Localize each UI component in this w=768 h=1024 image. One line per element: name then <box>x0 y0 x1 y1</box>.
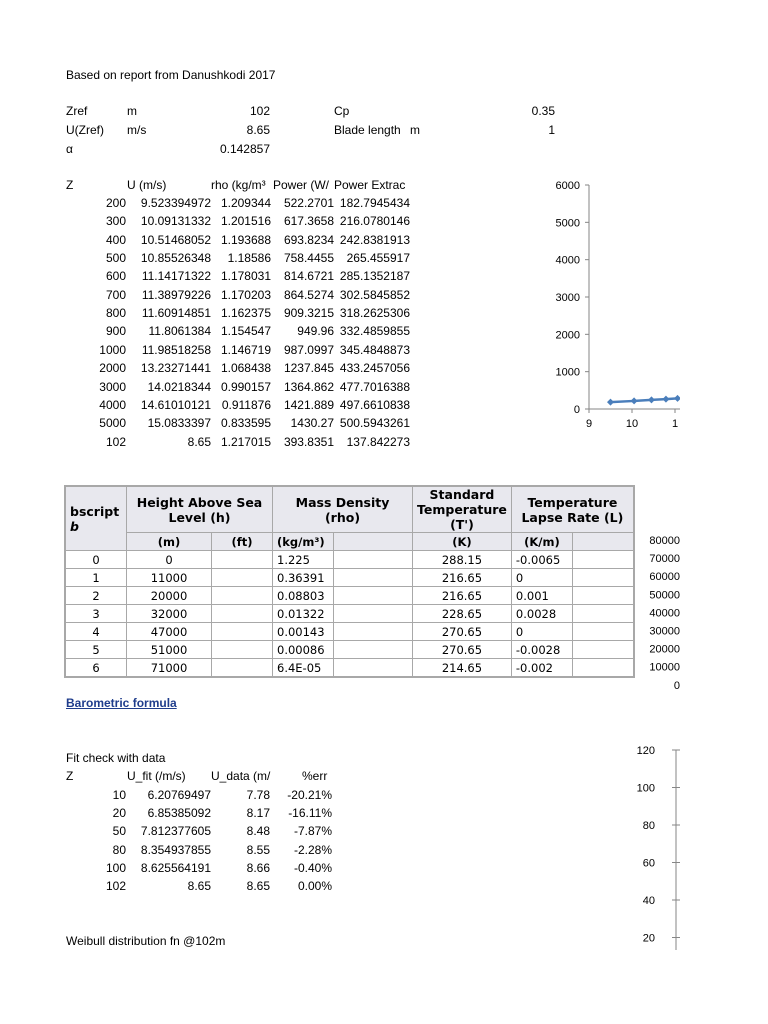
baro-cell: 0.00086 <box>273 641 334 659</box>
power-cell: 242.8381913 <box>339 232 410 247</box>
fit-cell: 6.20769497 <box>147 788 211 802</box>
baro-cell <box>334 641 413 659</box>
y-tick-label: 3000 <box>555 292 580 304</box>
baro-row <box>65 659 634 678</box>
baro-cell: 0.00143 <box>273 623 334 641</box>
unit-blank-2 <box>572 533 634 551</box>
baro-row <box>65 551 634 569</box>
baro-cell <box>572 641 634 659</box>
power-cell: 3000 <box>99 379 126 394</box>
baro-cell: 0.36391 <box>273 569 334 587</box>
param-value: 0.142857 <box>219 142 270 156</box>
power-cell: 14.0218344 <box>147 379 211 394</box>
power-cell: 1.18586 <box>227 251 271 266</box>
power-cell: 909.3215 <box>283 306 334 321</box>
baro-cell <box>212 587 273 605</box>
power-cell: 11.14171322 <box>141 269 211 284</box>
power-cell: 522.2701 <box>283 196 334 210</box>
y-tick-label: 80 <box>642 820 655 832</box>
baro-cell: 0.01322 <box>273 605 334 623</box>
power-cell: 0.833595 <box>220 416 271 431</box>
power-cell: 500.5943261 <box>339 416 410 431</box>
baro-cell: 5 <box>65 641 127 659</box>
report-title: Based on report from Danushkodi 2017 <box>66 68 276 82</box>
power-cell: 693.8234 <box>283 232 334 247</box>
param-value: 8.65 <box>246 123 270 137</box>
fit-cell: 8.17 <box>246 806 270 821</box>
fit-cell: 80 <box>112 842 126 857</box>
col-temperature-header: Standard Temperature (T') <box>413 486 512 533</box>
y-tick-label: 10000 <box>649 661 680 674</box>
baro-cell <box>334 569 413 587</box>
power-cell: 300 <box>105 214 126 229</box>
fit-cell: -0.40% <box>293 860 332 875</box>
baro-cell: 0.001 <box>511 587 572 605</box>
power-header: Z <box>66 178 74 192</box>
power-cell: 700 <box>105 287 126 302</box>
fit-cell: 50 <box>112 824 126 839</box>
fit-cell: 8.65 <box>187 879 211 893</box>
fit-header: %err <box>302 769 328 783</box>
fit-cell: -2.28% <box>293 842 332 857</box>
baro-cell <box>334 659 413 678</box>
power-cell: 497.6610838 <box>339 397 410 412</box>
baro-row <box>65 587 634 605</box>
baro-cell: 47000 <box>127 623 212 641</box>
power-cell: 1364.862 <box>283 379 334 394</box>
power-cell: 302.5845852 <box>339 287 410 302</box>
param-name: Zref <box>66 104 88 118</box>
power-cell: 265.455917 <box>346 251 410 266</box>
param-name-2: Blade length <box>334 123 401 137</box>
power-cell: 1237.845 <box>283 361 334 376</box>
col-density-header: Mass Density (rho) <box>273 486 413 533</box>
power-cell: 102 <box>105 434 126 449</box>
power-cell: 800 <box>105 306 126 321</box>
param-unit: m/s <box>127 123 147 137</box>
power-cell: 216.0780146 <box>339 214 410 229</box>
y-tick-label: 50000 <box>649 589 680 602</box>
y-tick-label: 80000 <box>649 535 680 547</box>
power-cell: 393.8351 <box>283 434 334 449</box>
baro-cell: 32000 <box>127 605 212 623</box>
power-cell: 10.51468052 <box>140 232 211 247</box>
fit-header: Z <box>66 769 74 783</box>
fit-heading: Fit check with data <box>66 751 166 765</box>
weibull-heading: Weibull distribution fn @102m <box>66 934 226 948</box>
power-cell: 500 <box>105 251 126 266</box>
baro-cell: -0.0028 <box>511 641 572 659</box>
baro-row <box>65 641 634 659</box>
baro-cell: 0.08803 <box>273 587 334 605</box>
density-chart-axis <box>640 530 680 695</box>
fit-cell: 10 <box>112 788 126 802</box>
y-tick-label: 0 <box>673 679 680 692</box>
fit-cell: 8.65 <box>246 879 270 893</box>
baro-cell <box>212 569 273 587</box>
baro-cell: -0.0065 <box>511 551 572 569</box>
unit-ft: (ft) <box>212 533 273 551</box>
power-cell: 318.2625306 <box>339 306 410 321</box>
col-lapse-rate-header: Temperature Lapse Rate (L) <box>511 486 634 533</box>
baro-cell <box>572 569 634 587</box>
power-cell: 1.162375 <box>220 306 271 321</box>
y-tick-label: 40000 <box>649 607 680 620</box>
y-tick-label: 60 <box>642 857 655 870</box>
baro-cell: 1 <box>65 569 127 587</box>
fit-cell: 8.66 <box>246 860 270 875</box>
power-cell: 5000 <box>99 416 126 431</box>
power-cell: 1.146719 <box>220 342 271 357</box>
fit-cell: -20.21% <box>287 788 332 802</box>
power-cell: 0.911876 <box>221 397 271 412</box>
param-value-2: 0.35 <box>531 104 555 118</box>
power-header: rho (kg/m³ <box>211 178 266 192</box>
x-tick-label: 9 <box>585 418 593 430</box>
baro-cell: 6 <box>65 659 127 678</box>
y-tick-label: 2000 <box>555 329 580 342</box>
baro-cell: 3 <box>65 605 127 623</box>
baro-cell <box>572 551 634 569</box>
param-unit: m <box>127 104 137 118</box>
power-cell: 15.0833397 <box>147 416 211 431</box>
data-point <box>648 396 655 403</box>
y-tick-label: 1000 <box>555 366 580 379</box>
power-cell: 11.38979226 <box>141 287 211 302</box>
baro-cell: 0 <box>127 551 212 569</box>
baro-cell <box>334 551 413 569</box>
unit-k: (K) <box>413 533 512 551</box>
power-cell: 182.7945434 <box>339 196 410 210</box>
power-cell: 900 <box>105 324 126 339</box>
fit-cell: 0.00% <box>297 879 332 893</box>
power-cell: 758.4455 <box>283 251 334 266</box>
data-point <box>607 399 614 406</box>
baro-cell <box>212 551 273 569</box>
baro-cell: 0 <box>511 623 572 641</box>
baro-cell: 228.65 <box>413 605 512 623</box>
unit-km: (K/m) <box>511 533 572 551</box>
power-cell: 137.842273 <box>346 434 410 449</box>
power-header: Power Extrac <box>334 178 406 192</box>
baro-cell: 0 <box>511 569 572 587</box>
baro-cell: 20000 <box>127 587 212 605</box>
baro-cell: -0.002 <box>511 659 572 678</box>
baro-cell: 4 <box>65 623 127 641</box>
power-cell: 814.6721 <box>283 269 334 284</box>
baro-cell: 6.4E-05 <box>273 659 334 678</box>
x-tick-label: 10 <box>625 418 639 430</box>
param-unit-2: m <box>410 123 420 137</box>
power-cell: 11.8061384 <box>148 324 211 339</box>
data-point <box>674 395 680 402</box>
y-tick-label: 20000 <box>649 643 680 656</box>
y-tick-label: 30000 <box>649 625 680 638</box>
power-chart <box>540 176 680 432</box>
baro-cell: 288.15 <box>413 551 512 569</box>
power-cell: 200 <box>105 196 126 210</box>
power-cell: 8.65 <box>187 434 211 449</box>
y-tick-label: 60000 <box>649 571 680 584</box>
power-cell: 285.1352187 <box>339 269 410 284</box>
baro-cell <box>572 659 634 678</box>
power-cell: 10.85526348 <box>140 251 211 266</box>
baro-cell <box>572 587 634 605</box>
power-cell: 14.61010121 <box>140 397 211 412</box>
fit-cell: 8.48 <box>246 824 270 839</box>
power-header: U (m/s) <box>127 178 167 192</box>
baro-cell: 2 <box>65 587 127 605</box>
fit-cell: 8.354937855 <box>140 842 211 857</box>
y-tick-label: 0 <box>573 404 580 416</box>
power-cell: 949.96 <box>297 324 334 339</box>
fit-cell: -7.87% <box>293 824 332 839</box>
power-cell: 600 <box>105 269 126 284</box>
power-cell: 13.23271441 <box>140 361 211 376</box>
power-header: Power (W/ <box>273 178 330 192</box>
power-cell: 2000 <box>99 361 126 376</box>
baro-cell: 216.65 <box>413 569 512 587</box>
fit-cell: 20 <box>112 806 126 821</box>
fit-cell: 100 <box>105 860 126 875</box>
power-cell: 1.170203 <box>220 287 271 302</box>
fit-cell: 8.625564191 <box>140 860 211 875</box>
baro-cell <box>334 587 413 605</box>
fit-cell: 6.85385092 <box>147 806 211 821</box>
baro-cell <box>212 605 273 623</box>
fit-cell: -16.11% <box>288 806 332 821</box>
fit-header: U_fit (/m/s) <box>127 769 186 783</box>
baro-cell: 216.65 <box>413 587 512 605</box>
power-cell: 4000 <box>99 397 126 412</box>
param-value-2: 1 <box>548 123 555 137</box>
power-cell: 1430.27 <box>290 416 334 431</box>
baro-cell: 0.0028 <box>511 605 572 623</box>
power-cell: 1.154547 <box>220 324 271 339</box>
baro-cell <box>334 623 413 641</box>
power-cell: 1421.889 <box>283 397 334 412</box>
unit-m: (m) <box>127 533 212 551</box>
fit-header: U_data (m/ <box>211 769 271 783</box>
data-point <box>662 396 669 403</box>
param-name: α <box>66 142 73 156</box>
param-name: U(Zref) <box>66 123 104 137</box>
barometric-table <box>64 485 635 678</box>
power-cell: 11.60914851 <box>141 306 211 321</box>
y-tick-label: 5000 <box>555 217 580 230</box>
y-tick-label: 4000 <box>555 254 580 267</box>
fit-cell: 8.55 <box>246 842 270 857</box>
baro-cell <box>572 623 634 641</box>
fit-cell: 7.78 <box>246 788 270 802</box>
fit-cell: 102 <box>105 879 126 893</box>
baro-row <box>65 569 634 587</box>
y-tick-label: 100 <box>636 782 655 795</box>
baro-cell: 11000 <box>127 569 212 587</box>
col-height-header: Height Above Sea Level (h) <box>127 486 273 533</box>
barometric-formula-link[interactable]: Barometric formula <box>66 696 177 710</box>
baro-cell: 0 <box>65 551 127 569</box>
baro-cell: 51000 <box>127 641 212 659</box>
power-cell: 332.4859855 <box>339 324 410 339</box>
power-cell: 1.209344 <box>220 196 271 210</box>
power-cell: 864.5274 <box>283 287 334 302</box>
power-cell: 10.09131332 <box>140 214 211 229</box>
baro-cell: 270.65 <box>413 623 512 641</box>
power-cell: 345.4848873 <box>339 342 410 357</box>
baro-cell <box>212 659 273 678</box>
power-cell: 1.193688 <box>220 232 271 247</box>
power-cell: 0.990157 <box>220 379 271 394</box>
power-cell: 400 <box>105 232 126 247</box>
baro-cell: 1.225 <box>273 551 334 569</box>
baro-row <box>65 605 634 623</box>
x-tick-label: 1 <box>671 418 679 430</box>
param-name-2: Cp <box>334 104 350 118</box>
y-tick-label: 20 <box>642 932 655 945</box>
baro-row <box>65 623 634 641</box>
data-point <box>631 397 638 404</box>
y-tick-label: 120 <box>636 745 655 757</box>
power-cell: 1.217015 <box>220 434 271 449</box>
baro-cell: 214.65 <box>413 659 512 678</box>
power-cell: 433.2457056 <box>339 361 410 376</box>
baro-cell <box>212 641 273 659</box>
col-subscript-header: bscript b <box>65 486 127 551</box>
y-tick-label: 40 <box>642 895 655 907</box>
baro-cell <box>572 605 634 623</box>
unit-kgm3: (kg/m³) <box>273 533 334 551</box>
y-tick-label: 6000 <box>555 180 580 192</box>
power-cell: 1.068438 <box>220 361 271 376</box>
baro-cell <box>334 605 413 623</box>
unit-blank <box>334 533 413 551</box>
power-cell: 1.178031 <box>220 269 271 284</box>
baro-cell <box>212 623 273 641</box>
power-cell: 987.0997 <box>283 342 334 357</box>
power-cell: 11.98518258 <box>141 342 211 357</box>
power-cell: 617.3658 <box>283 214 334 229</box>
power-cell: 1.201516 <box>220 214 271 229</box>
y-tick-label: 70000 <box>649 553 680 566</box>
param-value: 102 <box>249 104 270 118</box>
power-cell: 477.7016388 <box>339 379 410 394</box>
fit-chart-axis <box>630 740 680 950</box>
power-cell: 9.523394972 <box>140 196 211 210</box>
fit-cell: 7.812377605 <box>140 824 211 839</box>
baro-cell: 270.65 <box>413 641 512 659</box>
power-cell: 1000 <box>99 342 126 357</box>
baro-cell: 71000 <box>127 659 212 678</box>
